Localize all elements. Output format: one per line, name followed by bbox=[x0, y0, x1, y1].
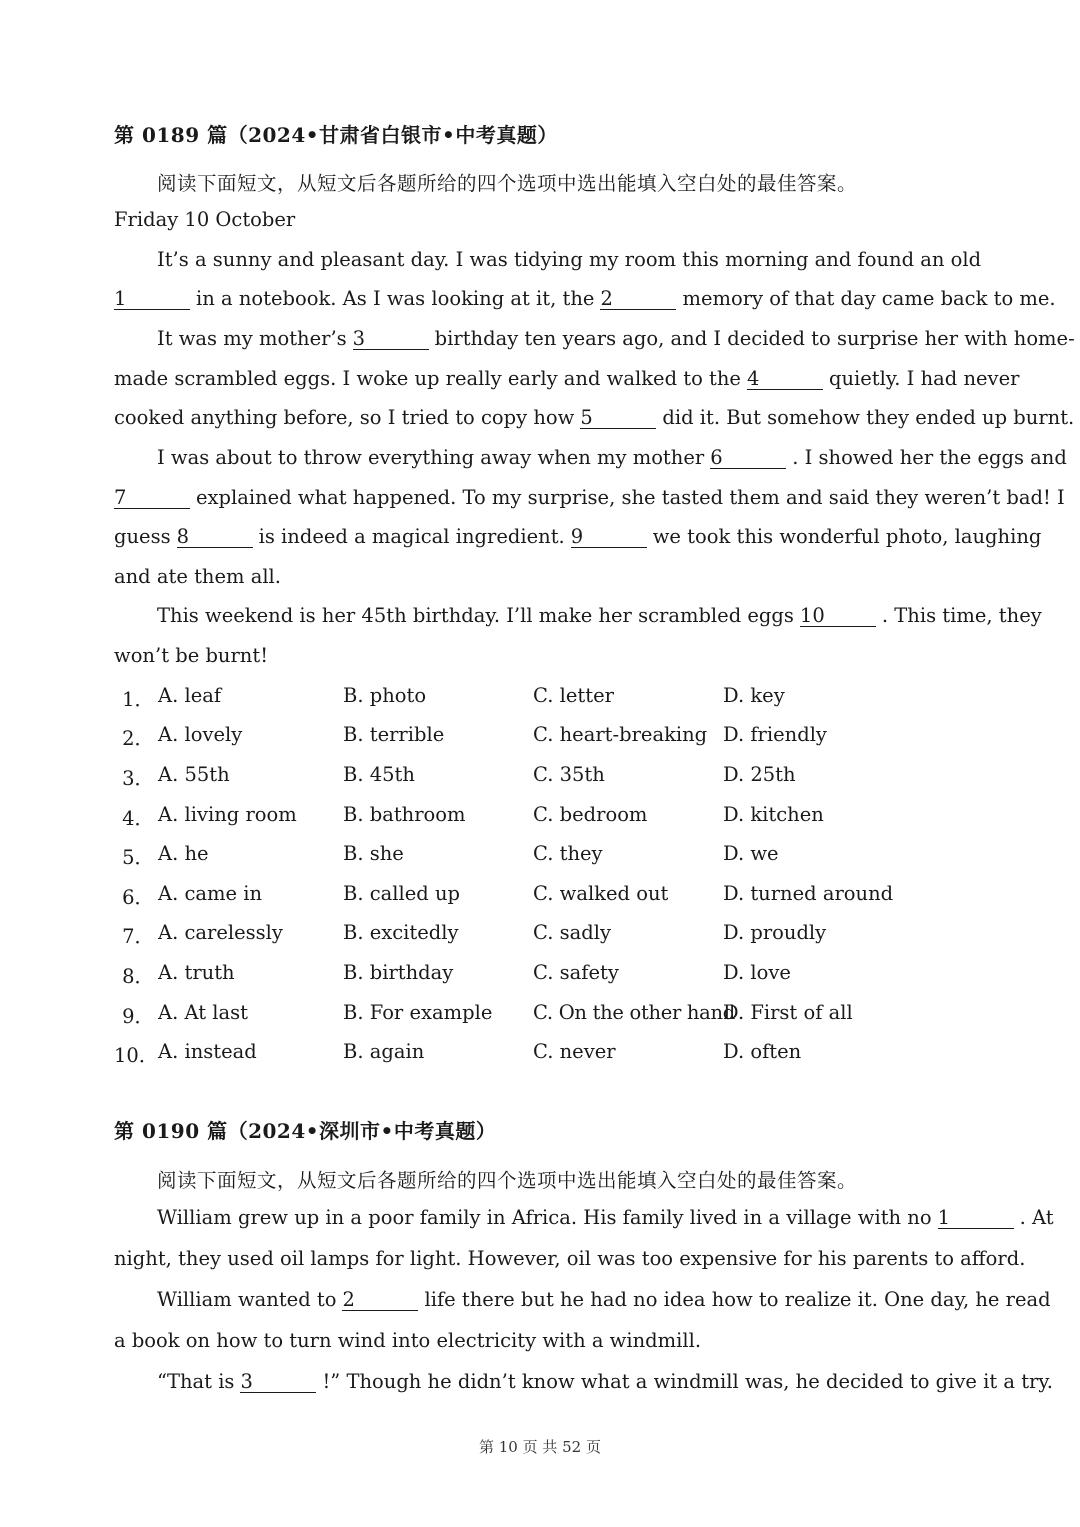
option-c: C. safety bbox=[533, 961, 619, 984]
option-d: D. turned around bbox=[723, 882, 894, 905]
article-heading: 第 0190 篇（2024•深圳市•中考真题） bbox=[114, 1119, 497, 1143]
option-a: A. instead bbox=[158, 1040, 257, 1063]
paragraph-line: I was about to throw everything away when my mother 6 . I showed her the eggs and bbox=[157, 446, 1067, 469]
option-a: A. he bbox=[158, 842, 209, 865]
option-d: D. proudly bbox=[723, 921, 827, 944]
option-c: C. bedroom bbox=[533, 803, 648, 826]
option-d: D. often bbox=[723, 1040, 802, 1063]
paragraph-line: It’s a sunny and pleasant day. I was tidying my room this morning and found an old bbox=[157, 248, 982, 271]
answer-blank: 3 bbox=[240, 1372, 316, 1393]
answer-blank: 2 bbox=[600, 289, 676, 310]
option-c: C. walked out bbox=[533, 882, 669, 905]
option-d: D. love bbox=[723, 961, 791, 984]
option-a: A. At last bbox=[158, 1001, 248, 1024]
option-c: C. never bbox=[533, 1040, 616, 1063]
option-c: C. sadly bbox=[533, 921, 611, 944]
option-b: B. birthday bbox=[343, 961, 454, 984]
option-a: A. living room bbox=[158, 803, 297, 826]
answer-blank: 6 bbox=[710, 448, 786, 469]
option-d: D. kitchen bbox=[723, 803, 824, 826]
answer-blank: 8 bbox=[177, 527, 253, 548]
paragraph-line: a book on how to turn wind into electricity with a windmill. bbox=[114, 1329, 702, 1352]
page-number-footer: 第 10 页 共 52 页 bbox=[478, 1438, 601, 1456]
answer-blank: 5 bbox=[580, 408, 656, 429]
answer-blank: 7 bbox=[114, 488, 190, 509]
question-number: 3． bbox=[122, 767, 154, 790]
paragraph-line: William wanted to 2 life there but he had no idea how to realize it. One day, he read bbox=[157, 1288, 1051, 1311]
option-a: A. leaf bbox=[158, 684, 222, 707]
answer-blank: 3 bbox=[353, 329, 429, 350]
option-a: A. truth bbox=[158, 961, 235, 984]
question-number: 7． bbox=[122, 925, 154, 948]
question-number: 10． bbox=[114, 1044, 159, 1067]
paragraph-line: “That is 3 !” Though he didn’t know what a windmill was, he decided to give it a try. bbox=[157, 1370, 1053, 1393]
option-c: C. they bbox=[533, 842, 603, 865]
paragraph-line: 7 explained what happened. To my surprise, she tasted them and said they weren’t bad! I bbox=[114, 486, 1065, 509]
paragraph-line: and ate them all. bbox=[114, 565, 281, 588]
option-d: D. we bbox=[723, 842, 779, 865]
option-a: A. carelessly bbox=[158, 921, 283, 944]
answer-blank: 4 bbox=[747, 369, 823, 390]
paragraph-line: This weekend is her 45th birthday. I’ll make her scrambled eggs 10 . This time, they bbox=[157, 604, 1042, 627]
paragraph-line: guess 8 is indeed a magical ingredient. 9 we took this wonderful photo, laughing bbox=[114, 525, 1042, 548]
article-heading: 第 0189 篇（2024•甘肃省白银市•中考真题） bbox=[114, 123, 558, 147]
option-b: B. 45th bbox=[343, 763, 415, 786]
question-number: 6． bbox=[122, 886, 154, 909]
question-number: 9． bbox=[122, 1005, 154, 1028]
question-number: 1． bbox=[122, 688, 154, 711]
answer-blank: 10 bbox=[800, 606, 876, 627]
option-a: A. 55th bbox=[158, 763, 230, 786]
diary-date: Friday 10 October bbox=[114, 208, 296, 231]
option-d: D. 25th bbox=[723, 763, 796, 786]
answer-blank: 9 bbox=[571, 527, 647, 548]
instruction: 阅读下面短文，从短文后各题所给的四个选项中选出能填入空白处的最佳答案。 bbox=[157, 1169, 858, 1192]
option-b: B. bathroom bbox=[343, 803, 466, 826]
paragraph-line: night, they used oil lamps for light. However, oil was too expensive for his parents to afford. bbox=[114, 1247, 1026, 1270]
option-c: C. 35th bbox=[533, 763, 605, 786]
answer-blank: 1 bbox=[938, 1208, 1014, 1229]
paragraph-line: made scrambled eggs. I woke up really early and walked to the 4 quietly. I had never bbox=[114, 367, 1020, 390]
question-number: 2． bbox=[122, 727, 154, 750]
option-c: C. On the other hand bbox=[533, 1001, 735, 1024]
paragraph-line: It was my mother’s 3 birthday ten years ago, and I decided to surprise her with home- bbox=[157, 327, 1075, 350]
option-d: D. friendly bbox=[723, 723, 827, 746]
answer-blank: 2 bbox=[342, 1290, 418, 1311]
option-c: C. heart-breaking bbox=[533, 723, 708, 746]
option-b: B. excitedly bbox=[343, 921, 459, 944]
answer-blank: 1 bbox=[114, 289, 190, 310]
question-number: 8． bbox=[122, 965, 154, 988]
option-d: D. First of all bbox=[723, 1001, 853, 1024]
option-b: B. photo bbox=[343, 684, 427, 707]
option-b: B. again bbox=[343, 1040, 425, 1063]
option-b: B. terrible bbox=[343, 723, 445, 746]
option-b: B. called up bbox=[343, 882, 461, 905]
paragraph-line: William grew up in a poor family in Africa. His family lived in a village with no 1 . At bbox=[157, 1206, 1054, 1229]
option-a: A. came in bbox=[158, 882, 263, 905]
option-b: B. she bbox=[343, 842, 404, 865]
instruction: 阅读下面短文，从短文后各题所给的四个选项中选出能填入空白处的最佳答案。 bbox=[157, 172, 858, 195]
paragraph-line: won’t be burnt! bbox=[114, 644, 269, 667]
question-number: 5． bbox=[122, 846, 154, 869]
option-a: A. lovely bbox=[158, 723, 243, 746]
question-number: 4． bbox=[122, 807, 154, 830]
paragraph-line: 1 in a notebook. As I was looking at it, the 2 memory of that day came back to me. bbox=[114, 287, 1056, 310]
option-d: D. key bbox=[723, 684, 785, 707]
paragraph-line: cooked anything before, so I tried to copy how 5 did it. But somehow they ended up burnt. bbox=[114, 406, 1075, 429]
option-c: C. letter bbox=[533, 684, 614, 707]
option-b: B. For example bbox=[343, 1001, 493, 1024]
